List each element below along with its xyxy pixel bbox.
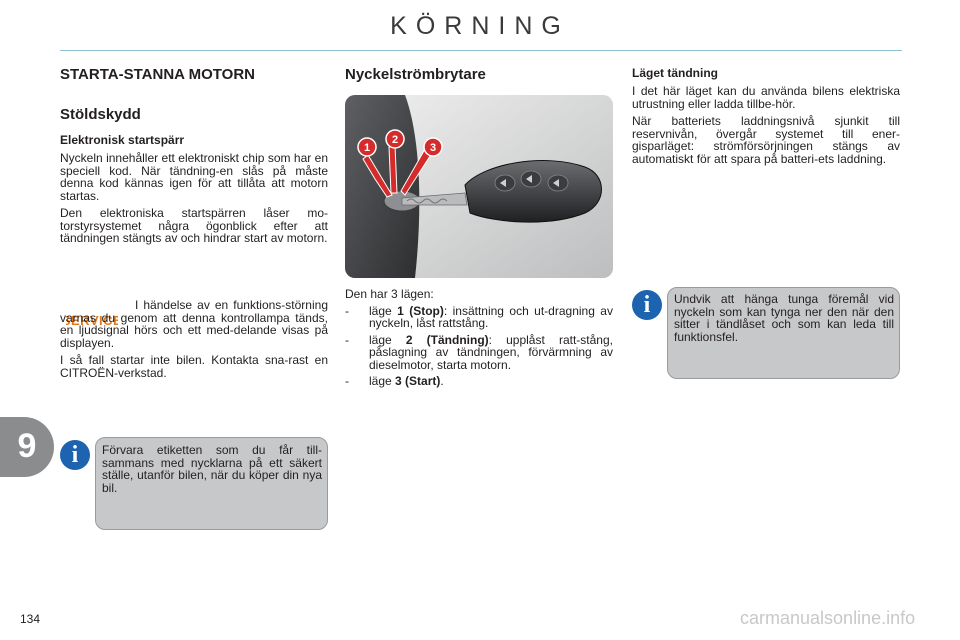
callout-3-label: 3: [429, 142, 437, 154]
position-item-3: - läge 3 (Start).: [345, 374, 444, 388]
section-heading: STARTA-STANNA MOTORN: [60, 66, 255, 83]
info-icon: i: [60, 440, 90, 470]
antitheft-heading: Stöldskydd: [60, 106, 141, 123]
service-note-paragraph-2: I så fall startar inte bilen. Kontakta sna-rast en CITROËN-verkstad.: [60, 353, 328, 380]
info-icon: i: [632, 290, 662, 320]
title-divider: [60, 50, 902, 51]
position-item-1: - läge 1 (Stop): insättning och ut-dragning av nyckeln, låst rattstång.: [345, 303, 613, 330]
page-title: KÖRNING: [390, 12, 570, 40]
position-1-label: 1 (Stop): [397, 303, 444, 318]
service-icon-text: SERVICE: [66, 313, 118, 328]
position-2-label: 2 (Tändning): [405, 332, 489, 347]
ignition-switch-heading: Nyckelströmbrytare: [345, 66, 486, 83]
chapter-number: 9: [17, 427, 37, 465]
ignition-positions: [345, 288, 613, 392]
page-number: 134: [20, 612, 41, 626]
position-item-2: - läge 2 (Tändning): upplåst ratt-stång, påslagning av tändningen, förvärmning av dieselmotor, starta motorn.: [345, 332, 613, 372]
positions-list: [345, 305, 613, 388]
info-box-right-text: Undvik att hänga tunga föremål vid nyckeln som kan tynga ner den när den sitter i tändlåset och som kan leda till funktionsfel.: [674, 292, 894, 344]
ignition-mode-paragraph-2: När batteriets laddningsnivå sjunkit till reservnivån, övergår systemet till ener-gisparläget: strömförsörjningen stängs av automatiskt för att spara på batteri-ets laddning.: [632, 114, 900, 166]
immobiliser-heading: Elektronisk startspärr: [60, 133, 185, 147]
callout-2-label: 2: [391, 134, 399, 146]
immobiliser-paragraph-2: Den elektroniska startspärren låser mo-torstyrsystemet några ögonblick efter att tändningen stängts av och hindrar start av motorn.: [60, 206, 328, 245]
ignition-key-illustration: [345, 95, 613, 278]
ignition-key-image: [345, 95, 613, 278]
immobiliser-paragraph-1: Nyckeln innehåller ett elektroniskt chip som har en speciell kod. När tändning-en slås på måste denna kod kännas igen för att tillåta att motorn startas.: [60, 151, 328, 203]
service-note: [60, 299, 328, 379]
column-left: [60, 66, 328, 245]
watermark: carmanualsonline.info: [740, 608, 916, 628]
position-3-label: 3 (Start): [395, 374, 441, 388]
callout-1-label: 1: [363, 142, 371, 154]
info-box-left-text: Förvara etiketten som du får till-sammans med nycklarna på ett säkert ställe, utanför bilen, när du köper din nya bil.: [102, 443, 322, 495]
ignition-mode-heading: Läget tändning: [632, 66, 718, 80]
service-note-paragraph-1: I händelse av en funktions-störning varnas du genom att denna kontrollampa tänds, en ljudsignal hörs och ett med-delande visas på displayen.: [60, 298, 328, 350]
positions-intro: Den har 3 lägen:: [345, 287, 434, 301]
column-right: [632, 66, 900, 165]
ignition-mode-paragraph-1: I det här läget kan du använda bilens elektriska utrustning eller ladda tillbe-hör.: [632, 84, 900, 111]
